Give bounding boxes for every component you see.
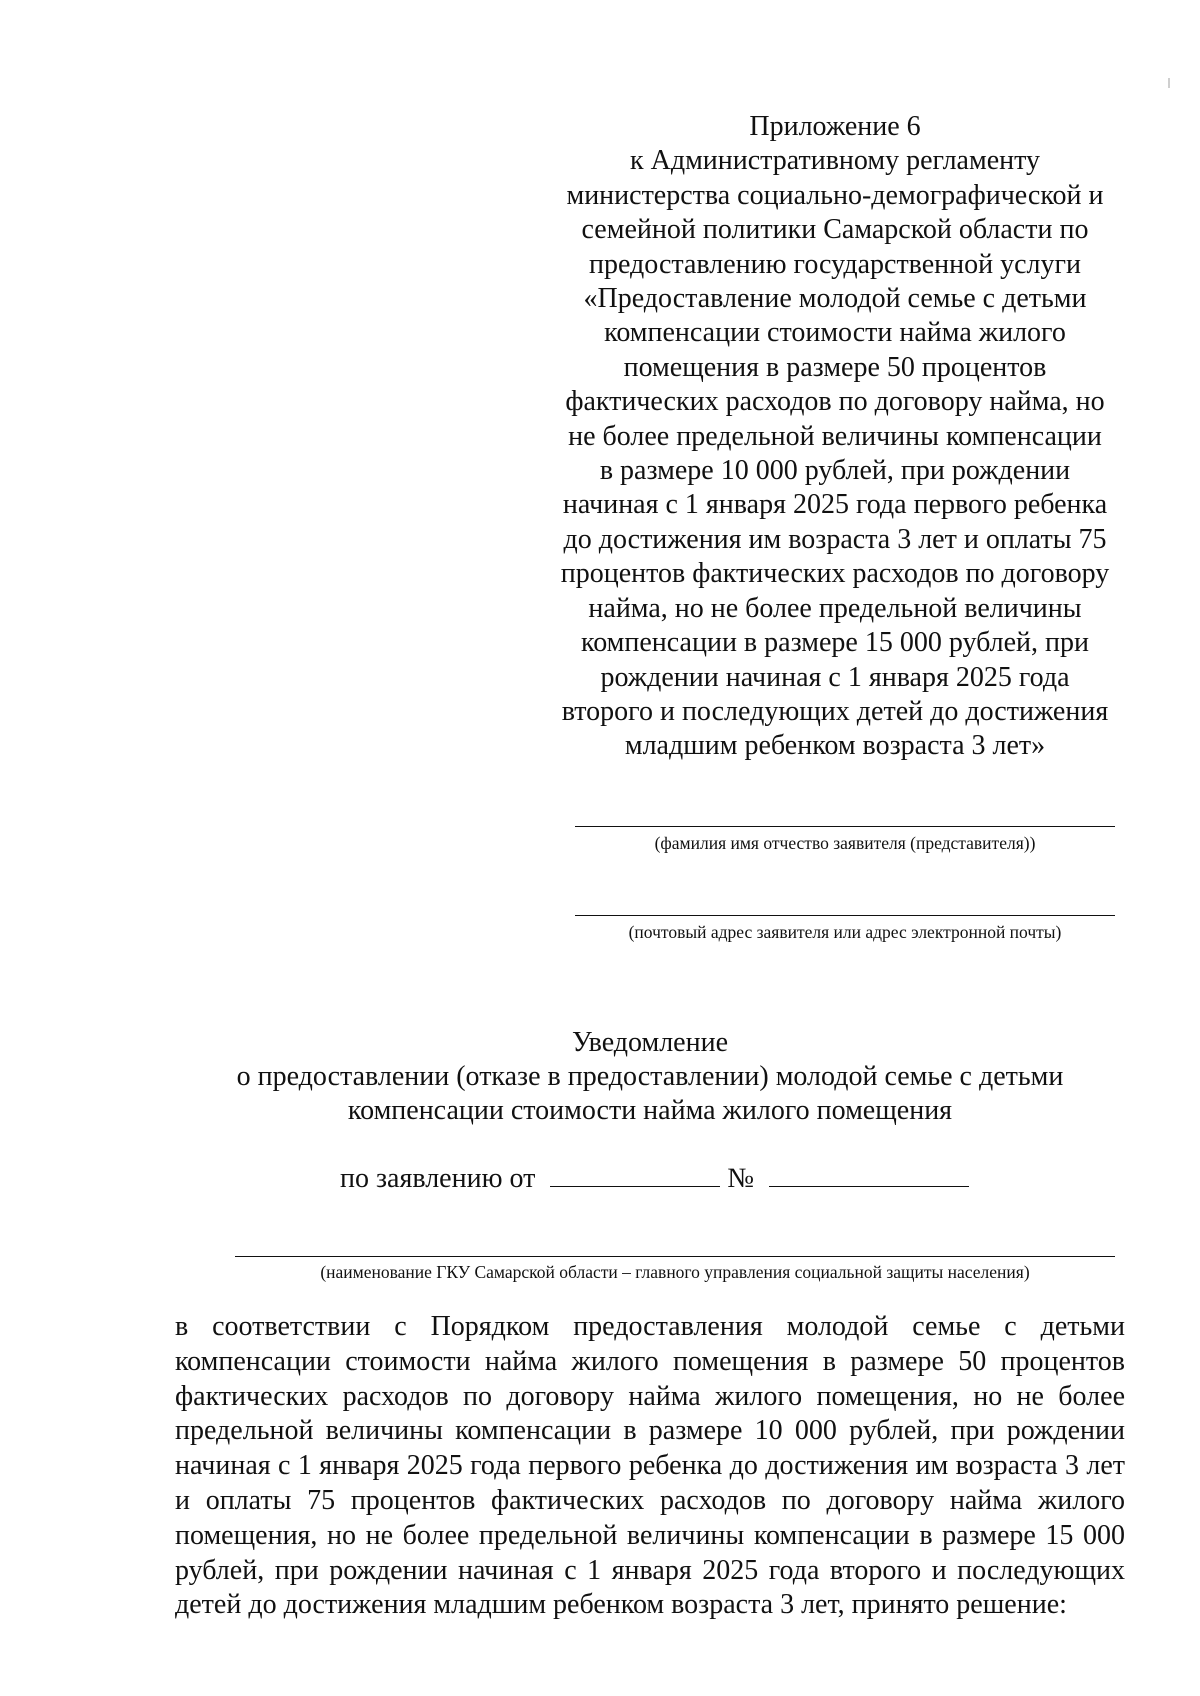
body-line: рублей, при рождении начиная с 1 января 2025 года второго и последующих [175,1554,1125,1586]
appendix-line: до достижения им возраста 3 лет и оплаты 75 [563,523,1107,555]
appendix-line: компенсации в размере 15 000 рублей, при [581,627,1089,659]
appendix-header [555,110,1115,764]
appendix-line: помещения в размере 50 процентов [623,351,1047,383]
request-number-label: № [727,1163,755,1194]
request-date-blank[interactable] [550,1160,720,1187]
appendix-line: процентов фактических расходов по договору [560,558,1110,590]
body-paragraph [175,1310,1125,1623]
applicant-address-field[interactable] [575,915,1115,943]
organization-caption: (наименование ГКУ Самарской области – главного управления социальной защиты населения) [320,1262,1030,1282]
appendix-line: Приложение 6 [749,111,921,142]
notice-title: Уведомление [571,1027,728,1058]
scan-mark [1168,78,1170,88]
appendix-line: министерства социально-демографической и [566,179,1104,211]
request-reference [340,1160,969,1196]
organization-field[interactable] [235,1256,1115,1283]
appendix-line: предоставлению государственной услуги [589,248,1081,280]
notice-subtitle-line: о предоставлении (отказе в предоставлении) молодой семье с детьми [236,1061,1064,1092]
appendix-line: компенсации стоимости найма жилого [604,317,1066,349]
body-line: помещения, но не более предельной величины компенсации в размере 15 000 [175,1519,1125,1551]
body-line: и оплаты 75 процентов фактических расходов по договору найма жилого [175,1484,1125,1516]
body-line: фактических расходов по договору найма жилого помещения, но не более [175,1380,1125,1412]
request-date-label: по заявлению от [340,1163,536,1194]
applicant-name-caption: (фамилия имя отчество заявителя (представителя)) [654,833,1036,853]
request-number-blank[interactable] [769,1160,969,1187]
appendix-line: семейной политики Самарской области по [581,214,1089,246]
appendix-line: не более предельной величины компенсации [568,420,1102,452]
organization-line[interactable] [235,1256,1115,1257]
appendix-line: младшим ребенком возраста 3 лет» [624,730,1046,762]
notice-subtitle [150,1060,1150,1128]
appendix-line: начиная с 1 января 2025 года первого ребенка [562,489,1108,521]
body-line: компенсации стоимости найма жилого помещения в размере 50 процентов [175,1345,1125,1377]
appendix-line: в размере 10 000 рублей, при рождении [599,455,1071,487]
body-line: в соответствии с Порядком предоставления молодой семье с детьми [175,1311,1125,1342]
body-line: детей до достижения младшим ребенком возраста 3 лет, принято решение: [175,1589,1067,1621]
body-line: предельной величины компенсации в размере 10 000 рублей, при рождении [175,1415,1125,1447]
applicant-name-line[interactable] [575,826,1115,827]
applicant-address-caption: (почтовый адрес заявителя или адрес электронной почты) [628,922,1062,942]
applicant-name-field[interactable] [575,826,1115,854]
appendix-line: второго и последующих детей до достижения [561,695,1109,727]
appendix-line: к Административному регламенту [630,145,1040,177]
appendix-line: найма, но не более предельной величины [588,592,1082,624]
appendix-line: рождении начиная с 1 января 2025 года [600,661,1070,693]
appendix-line: «Предоставление молодой семье с детьми [583,283,1087,315]
notice-subtitle-line: компенсации стоимости найма жилого помещения [347,1095,953,1126]
appendix-line: фактических расходов по договору найма, но [565,386,1105,418]
body-line: начиная с 1 января 2025 года первого ребенка до достижения им возраста 3 лет [175,1450,1125,1482]
applicant-address-line[interactable] [575,915,1115,916]
